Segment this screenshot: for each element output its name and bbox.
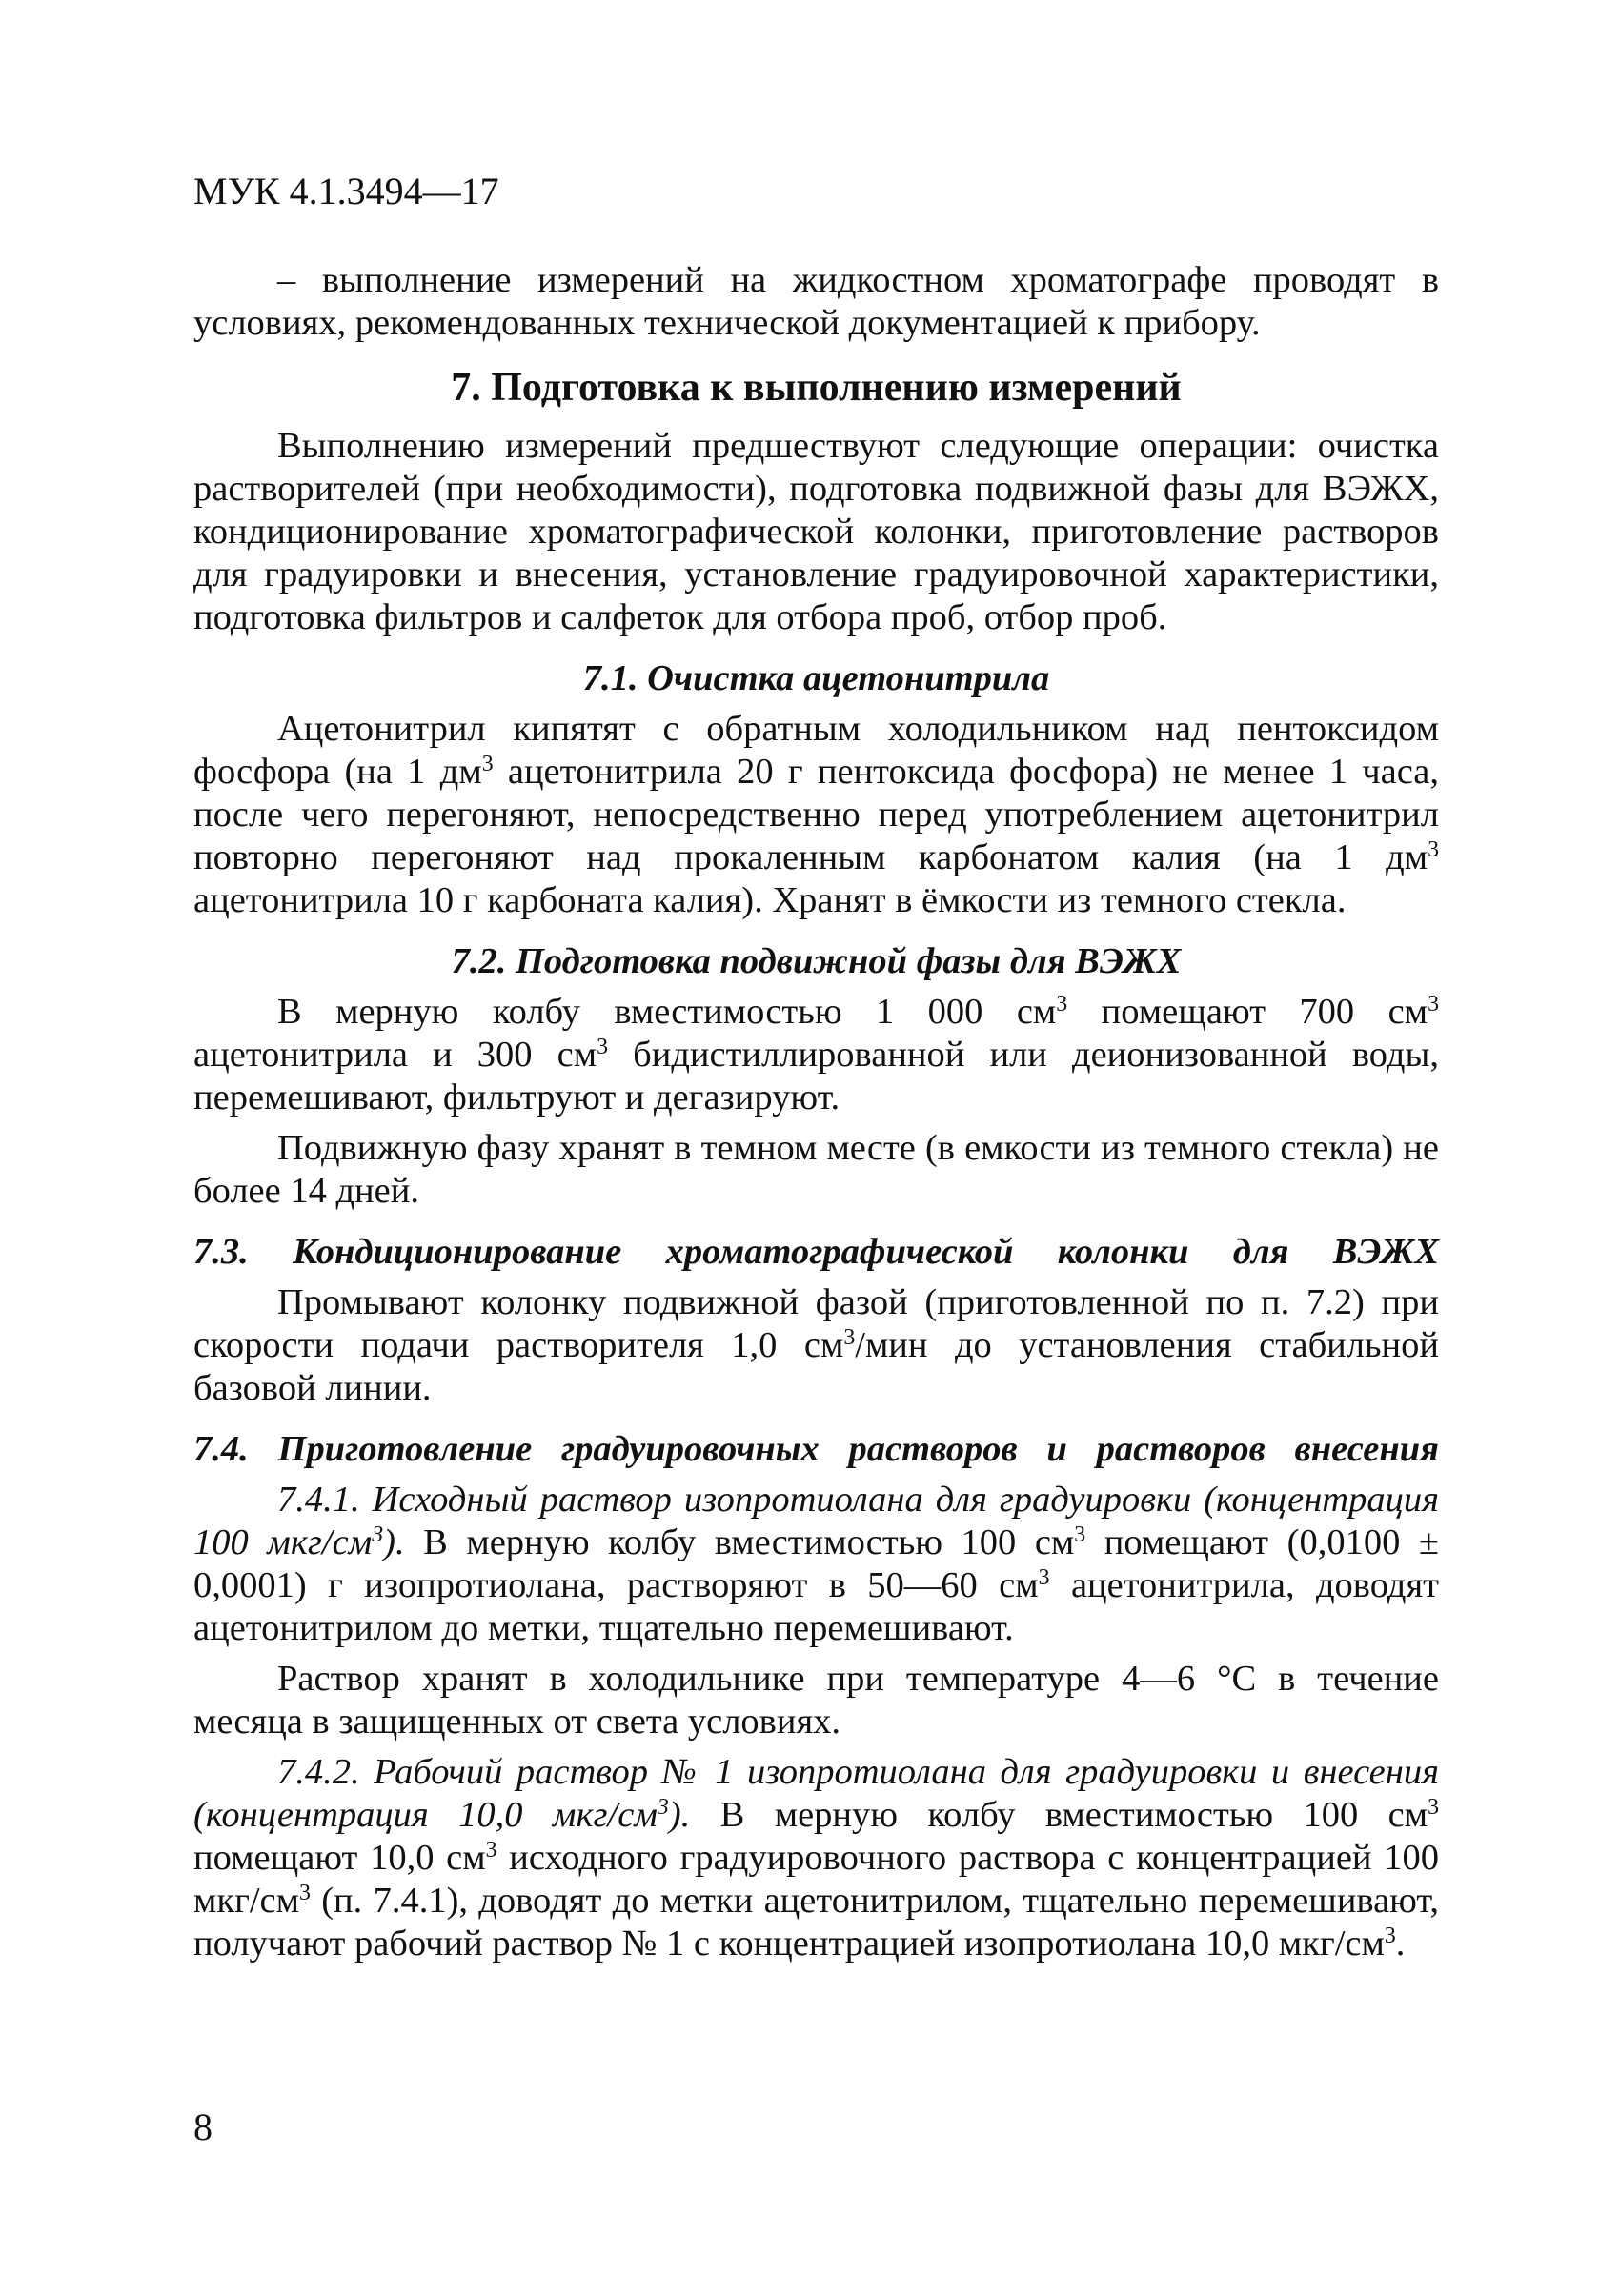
- section-7-paragraph: Выполнению измерений предшествуют следующие операции: очистка растворителей (при необходимости), подготовка подвижной фазы для ВЭЖХ, кондиционирование хроматографической колонки, приготовление растворов для градуировки и внесения, установление градуировочной характеристики, подготовка фильтров и салфеток для отбора проб, отбор проб.: [193, 426, 1439, 637]
- section-7-4-2-paragraph: 7.4.2. Рабочий раствор № 1 изопротиолана для градуировки и внесения (концентрация 10,0 мкг/$см^3$). В мерную колбу вместимостью 100 $см^3$ помещают 10,0 $см^3$ исходного градуировочного раствора с концентрацией 100 мкг/$см^3$ (п. 7.4.1), доводят до метки ацетонитрилом, тщательно перемешивают, получают рабочий раствор № 1 с концентрацией изопротиолана 10,0 мкг/$см^3$.: [193, 1752, 1439, 1964]
- section-7-3-title: 7.3. Кондиционирование хроматографической колонки для ВЭЖХ: [193, 1232, 1439, 1272]
- section-7-4-1-paragraph-2: Раствор хранят в холодильнике при температуре 4—6 °С в течение месяца в защищенных от света условиях.: [193, 1659, 1439, 1742]
- running-header: МУК 4.1.3494—17: [193, 170, 499, 212]
- section-7-3-paragraph: Промывают колонку подвижной фазой (приготовленной по п. 7.2) при скорости подачи растворителя 1,0 $см^3$/мин до установления стабильной базовой линии.: [193, 1282, 1439, 1408]
- section-7-2-paragraph: В мерную колбу вместимостью 1 000 $см^3$ помещают 700 $см^3$ ацетонитрила и 300 $см^3$ бидистиллированной или деионизованной воды, перемешивают, фильтруют и дегазируют.: [193, 991, 1439, 1118]
- section-7-2-paragraph-2: Подвижную фазу хранят в темном месте (в емкости из темного стекла) не более 14 дней.: [193, 1128, 1439, 1211]
- section-7-4-title: 7.4. Приготовление градуировочных растворов и растворов внесения: [193, 1429, 1439, 1469]
- section-7-1-title: 7.1. Очистка ацетонитрила: [582, 658, 1050, 698]
- section-7-4-1-paragraph: 7.4.1. Исходный раствор изопротиолана для градуировки (концентрация 100 мкг/$см^3$). В мерную колбу вместимостью 100 $см^3$ помещают (0,0100 ± 0,0001) г изопротиолана, растворяют в 50—60 $см^3$ ацетонитрила, доводят ацетонитрилом до метки, тщательно перемешивают.: [193, 1480, 1439, 1648]
- section-7-title: 7. Подготовка к выполнению измерений: [451, 366, 1182, 410]
- page-number: 8: [193, 2105, 213, 2148]
- intro-paragraph: – выполнение измерений на жидкостном хроматографе проводят в условиях, рекомендованных технической документацией к прибору.: [193, 260, 1439, 343]
- page-body: [193, 259, 1439, 1973]
- section-7-1-paragraph: Ацетонитрил кипятят с обратным холодильником над пентоксидом фосфора (на 1 $дм^3$ ацетонитрила 20 г пентоксида фосфора) не менее 1 часа, после чего перегоняют, непосредственно перед употреблением ацетонитрил повторно перегоняют над прокаленным карбонатом калия (на 1 $дм^3$ ацетонитрила 10 г карбоната калия). Хранят в ёмкости из темного стекла.: [193, 709, 1440, 920]
- section-7-2-title: 7.2. Подготовка подвижной фазы для ВЭЖХ: [451, 941, 1182, 981]
